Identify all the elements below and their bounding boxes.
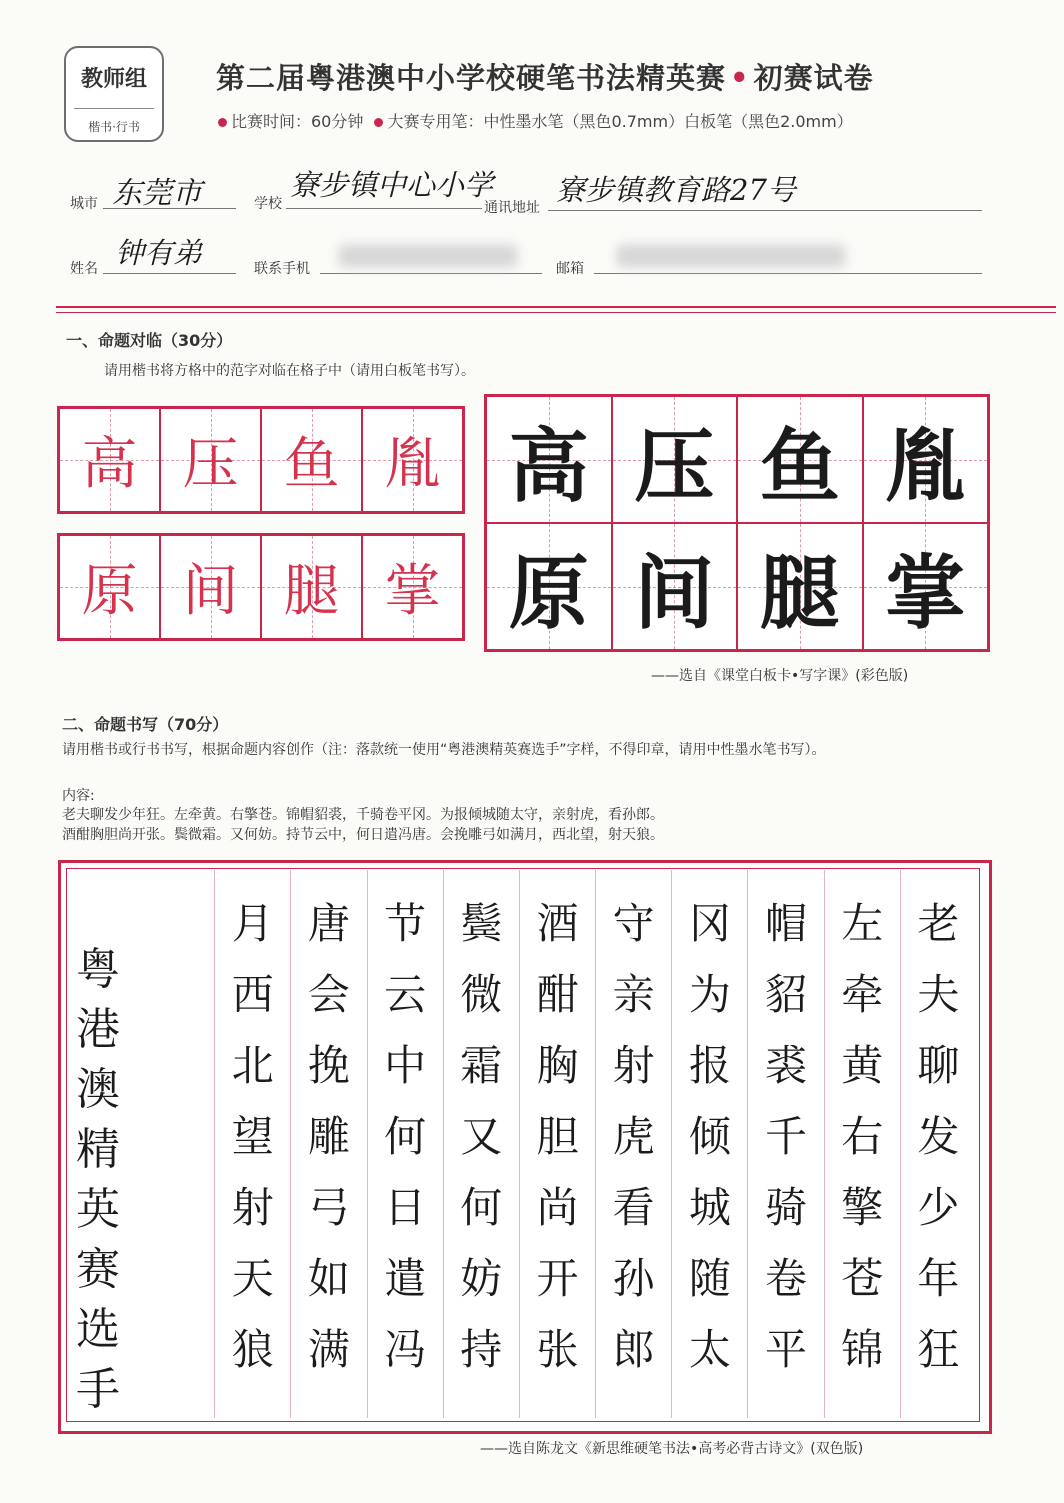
signature [70, 940, 126, 1420]
practice-cell[interactable] [362, 535, 463, 639]
writing-column [747, 870, 823, 1418]
phone-redacted[interactable] [338, 244, 518, 268]
address-field[interactable]: 寮步镇教育路27号 [556, 173, 796, 207]
handwritten-char: 为 [688, 970, 731, 1019]
handwritten-char: 牵 [841, 970, 884, 1019]
practice-char: 胤 [384, 432, 441, 497]
phone-line [320, 273, 542, 274]
name-line [103, 273, 236, 274]
handwritten-char: 卷 [765, 1254, 808, 1303]
handwritten-char: 老 [917, 899, 960, 948]
name-label: 姓名 [70, 261, 98, 277]
handwritten-char: 锦 [841, 1325, 884, 1374]
email-line [594, 273, 982, 274]
handwritten-char: 酣 [536, 970, 579, 1019]
model-char: 原 [508, 546, 589, 640]
handwritten-char: 又 [460, 1112, 503, 1161]
handwritten-char: 望 [231, 1112, 274, 1161]
handwritten-char: 唐 [307, 899, 350, 948]
city-field[interactable]: 东莞市 [112, 176, 202, 211]
handwritten-char: 左 [841, 899, 884, 948]
handwritten-char: 擎 [841, 1183, 884, 1232]
signature-char: 选 [76, 1304, 120, 1355]
practice-char: 原 [81, 559, 138, 624]
phone-label: 联系手机 [254, 261, 310, 277]
model-char: 间 [634, 546, 715, 640]
practice-char: 压 [182, 432, 239, 497]
handwritten-char: 冯 [384, 1325, 427, 1374]
city-label: 城市 [70, 196, 98, 212]
handwritten-char: 北 [231, 1041, 274, 1090]
model-cell [737, 396, 863, 523]
handwritten-char: 城 [688, 1183, 731, 1232]
signature-char: 赛 [76, 1244, 120, 1295]
practice-char: 腿 [283, 559, 340, 624]
practice-cell[interactable] [261, 408, 362, 512]
practice-char: 鱼 [283, 432, 340, 497]
handwritten-char: 鬓 [460, 899, 503, 948]
handwritten-char: 看 [612, 1183, 655, 1232]
model-char: 掌 [885, 546, 966, 640]
handwritten-char: 微 [460, 970, 503, 1019]
badge-main: 教师组 [80, 67, 147, 92]
handwritten-char: 西 [231, 970, 274, 1019]
handwritten-char: 胸 [536, 1041, 579, 1090]
model-char: 压 [634, 419, 715, 513]
signature-char: 手 [76, 1364, 120, 1415]
handwritten-char: 持 [460, 1325, 503, 1374]
handwritten-char: 尚 [536, 1183, 579, 1232]
model-cell [612, 523, 738, 650]
address-line [548, 210, 982, 211]
model-cell [486, 523, 612, 650]
handwritten-char: 弓 [307, 1183, 350, 1232]
model-cell [612, 396, 738, 523]
bullet-icon [218, 118, 227, 127]
handwritten-char: 月 [231, 899, 274, 948]
writing-column [595, 870, 671, 1418]
signature-char: 澳 [76, 1064, 120, 1115]
writing-column [290, 870, 366, 1418]
handwritten-char: 霜 [460, 1041, 503, 1090]
handwritten-char: 满 [307, 1325, 350, 1374]
title-left: 第二届粤港澳中小学校硬笔书法精英赛 [216, 61, 727, 95]
email-redacted[interactable] [616, 244, 846, 268]
handwritten-char: 遣 [384, 1254, 427, 1303]
practice-cell[interactable] [261, 535, 362, 639]
model-char: 胤 [885, 419, 966, 513]
school-label: 学校 [254, 196, 282, 212]
signature-char: 精 [76, 1124, 120, 1175]
handwritten-char: 守 [612, 899, 655, 948]
writing-column [671, 870, 747, 1418]
handwritten-char: 报 [688, 1041, 731, 1090]
section2-instruction: 请用楷书或行书书写，根据命题内容创作（注：落款统一使用“粤港澳精英赛选手”字样，不得印章，请用中性墨水笔书写）。 [62, 742, 826, 758]
handwritten-char: 发 [917, 1112, 960, 1161]
exam-pen: 大赛专用笔：中性墨水笔（黑色0.7mm）白板笔（黑色2.0mm） [387, 112, 853, 131]
badge-divider [74, 108, 154, 109]
handwritten-char: 裘 [765, 1041, 808, 1090]
content-line-1: 老夫聊发少年狂。左牵黄。右擎苍。锦帽貂裘，千骑卷平冈。为报倾城随太守，亲射虎，看孙郎。 [62, 807, 664, 823]
writing-column [900, 870, 976, 1418]
handwritten-char: 少 [917, 1183, 960, 1232]
handwritten-char: 骑 [765, 1183, 808, 1232]
school-field[interactable]: 寮步镇中心小学 [290, 168, 494, 202]
handwritten-char: 节 [384, 899, 427, 948]
model-char: 高 [508, 419, 589, 513]
writing-column [824, 870, 900, 1418]
signature-char: 港 [76, 1004, 120, 1055]
handwritten-char: 随 [688, 1254, 731, 1303]
header-separator-thin [56, 312, 1056, 313]
practice-cell[interactable] [59, 408, 160, 512]
handwritten-char: 如 [307, 1254, 350, 1303]
handwritten-char: 酒 [536, 899, 579, 948]
handwritten-char: 貂 [765, 970, 808, 1019]
handwritten-char: 亲 [612, 970, 655, 1019]
handwritten-char: 狼 [231, 1325, 274, 1374]
model-char: 腿 [759, 546, 840, 640]
name-field[interactable]: 钟有弟 [115, 236, 203, 270]
model-cell [486, 396, 612, 523]
bullet-icon [374, 118, 383, 127]
handwritten-char: 何 [384, 1112, 427, 1161]
handwritten-char: 夫 [917, 970, 960, 1019]
practice-cell[interactable] [160, 408, 261, 512]
handwritten-char: 虎 [612, 1112, 655, 1161]
handwritten-char: 千 [765, 1112, 808, 1161]
writing-column [519, 870, 595, 1418]
model-cell [863, 396, 989, 523]
practice-cell[interactable] [59, 535, 160, 639]
section1-source: ——选自《课堂白板卡•写字课》(彩色版) [651, 668, 909, 684]
signature-char: 英 [76, 1184, 120, 1235]
content-line-2: 酒酣胸胆尚开张。鬓微霜。又何妨。持节云中，何日遣冯唐。会挽雕弓如满月，西北望，射天狼。 [62, 827, 664, 843]
writing-columns [214, 870, 976, 1418]
handwritten-char: 射 [612, 1041, 655, 1090]
title-right: 初赛试卷 [753, 61, 874, 95]
address-label: 通讯地址 [484, 200, 540, 216]
practice-grid-row1 [57, 406, 465, 514]
section2-source: ——选自陈龙文《新思维硬笔书法•高考必背古诗文》(双色版) [480, 1441, 864, 1457]
handwritten-char: 射 [231, 1183, 274, 1232]
handwritten-char: 帽 [765, 899, 808, 948]
handwritten-char: 雕 [307, 1112, 350, 1161]
email-label: 邮箱 [556, 261, 584, 277]
handwritten-char: 日 [384, 1183, 427, 1232]
handwritten-char: 挽 [307, 1041, 350, 1090]
writing-column [367, 870, 443, 1418]
handwritten-char: 狂 [917, 1325, 960, 1374]
group-badge [64, 46, 164, 142]
title-dot: • [730, 61, 750, 95]
handwritten-char: 郎 [612, 1325, 655, 1374]
handwritten-char: 中 [384, 1041, 427, 1090]
practice-char: 高 [81, 432, 138, 497]
handwritten-char: 孙 [612, 1254, 655, 1303]
handwritten-char: 张 [536, 1325, 579, 1374]
handwritten-char: 妨 [460, 1254, 503, 1303]
practice-cell[interactable] [362, 408, 463, 512]
model-grid [484, 394, 990, 652]
signature-char: 粤 [76, 944, 120, 995]
handwritten-char: 天 [231, 1254, 274, 1303]
handwritten-char: 黄 [841, 1041, 884, 1090]
header-separator [56, 306, 1056, 308]
handwritten-char: 云 [384, 970, 427, 1019]
section1-instruction: 请用楷书将方格中的范字对临在格子中（请用白板笔书写）。 [104, 363, 475, 379]
handwritten-char: 聊 [917, 1041, 960, 1090]
handwritten-char: 太 [688, 1325, 731, 1374]
handwritten-char: 平 [765, 1325, 808, 1374]
handwritten-char: 年 [917, 1254, 960, 1303]
handwritten-char: 苍 [841, 1254, 884, 1303]
practice-cell[interactable] [160, 535, 261, 639]
model-cell [863, 523, 989, 650]
school-line [286, 208, 482, 209]
handwritten-char: 冈 [688, 899, 731, 948]
model-cell [737, 523, 863, 650]
page-title [216, 56, 874, 97]
practice-char: 间 [182, 559, 239, 624]
content-label: 内容: [62, 788, 95, 804]
practice-grid-row2 [57, 533, 465, 641]
section1-title: 一、命题对临（30分） [66, 331, 233, 350]
handwritten-char: 开 [536, 1254, 579, 1303]
handwritten-char: 何 [460, 1183, 503, 1232]
model-char: 鱼 [759, 419, 840, 513]
handwritten-char: 胆 [536, 1112, 579, 1161]
practice-char: 掌 [384, 559, 441, 624]
header-meta [218, 109, 853, 132]
writing-column [214, 870, 290, 1418]
badge-sub: 楷书·行书 [88, 120, 140, 134]
handwritten-char: 右 [841, 1112, 884, 1161]
writing-column [443, 870, 519, 1418]
handwritten-char: 会 [307, 970, 350, 1019]
exam-time: 比赛时间：60分钟 [231, 112, 364, 131]
section2-title: 二、命题书写（70分） [62, 715, 229, 734]
handwritten-char: 倾 [688, 1112, 731, 1161]
